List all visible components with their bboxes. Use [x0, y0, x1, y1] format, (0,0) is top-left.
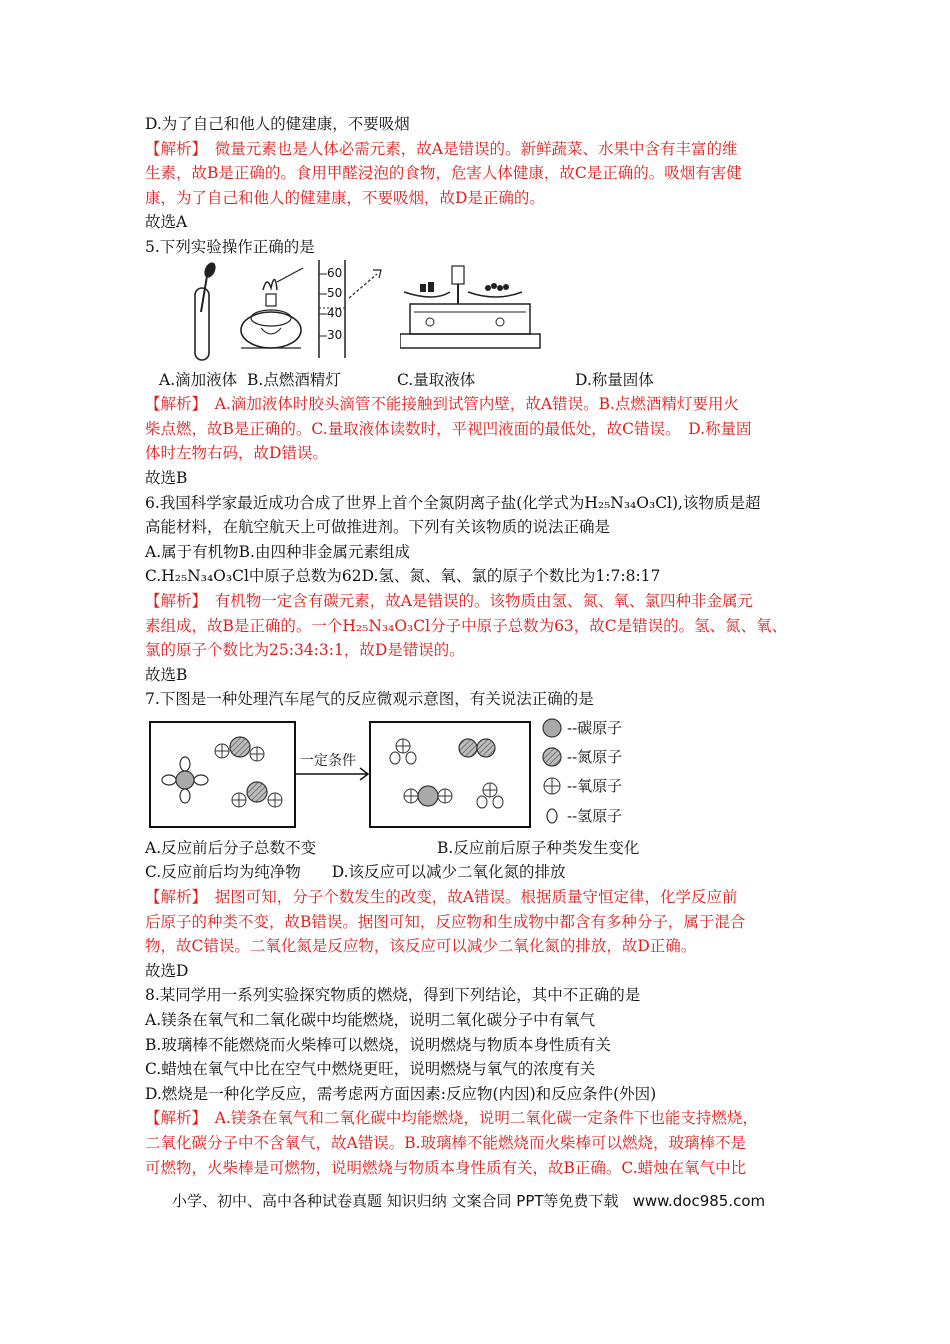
dropper-test-tube-figure	[185, 260, 225, 368]
q7-reaction-diagram	[145, 714, 805, 836]
q4-option-d: D.为了自己和他人的健建康，不要吸烟	[145, 115, 410, 133]
analysis-tag: 【解析】	[145, 888, 200, 907]
q6-analysis-line3: 氯的原子个数比为25:34:3:1，故D是错误的。	[145, 641, 465, 660]
q8-option-d: D.燃烧是一种化学反应，需考虑两方面因素:反应物(内因)和反应条件(外因)	[145, 1084, 657, 1103]
q5-options	[145, 368, 805, 393]
q6-answer: 故选B	[145, 665, 188, 684]
legend-oxygen: --氧原子	[567, 776, 623, 795]
footer-url[interactable]: www.doc985.com	[632, 1192, 766, 1210]
q8-analysis-line3: 可燃物，火柴棒是可燃物，说明燃烧与物质本身性质有关，故B正确。C.蜡烛在氧气中比	[145, 1158, 747, 1177]
cyl-tick-30: 30	[327, 327, 343, 342]
q7-option-b: B.反应前后原子种类发生变化	[437, 838, 640, 857]
legend-symbols	[537, 714, 567, 836]
q6-options-cd: C.H₂₅N₃₄O₃Cl中原子总数为62D.氢、氮、氧、氯的原子个数比为1:7:8:17	[145, 567, 661, 586]
q5-stem: 5.下列实验操作正确的是	[145, 237, 315, 256]
q8-analysis-line2: 二氧化碳分子中不含氧气，故A错误。B.玻璃棒不能燃烧而火柴棒可以燃烧，玻璃棒不是	[145, 1134, 747, 1152]
alcohol-lamp-figure	[233, 260, 313, 360]
q8-analysis: 【解析】 A.镁条在氧气和二氧化碳中均能燃烧，说明二氧化碳一定条件下也能支持燃烧，	[145, 1109, 758, 1128]
q6-stem-line2: 高能材料，在航空航天上可做推进剂。下列有关该物质的说法正确是	[145, 518, 611, 537]
q4-analysis-line3: 康，为了自己和他人的健建康，不要吸烟，故D是正确的。	[145, 188, 545, 207]
cyl-tick-50: 50	[327, 285, 343, 300]
q8-option-a: A.镁条在氧气和二氧化碳中均能燃烧，说明二氧化碳分子中有氧气	[145, 1011, 596, 1030]
q5-option-c: C.量取液体	[397, 370, 476, 389]
q6-analysis-line2: 素组成，故B是正确的。一个H₂₅N₃₄O₃Cl分子中原子总数为63，故C是错误的。氢、氮、氧、	[145, 616, 788, 635]
q7-analysis-line3: 物，故C错误。二氧化氮是反应物，该反应可以减少二氧化氮的排放，故D正确。	[145, 937, 697, 956]
q4-analysis: 【解析】 微量元素也是人体必需元素，故A是错误的。新鲜蔬菜、水果中含有丰富的维	[145, 139, 738, 158]
analysis-tag: 【解析】	[145, 1109, 200, 1128]
q5-answer: 故选B	[145, 468, 188, 487]
cyl-tick-60: 60	[327, 265, 343, 280]
condition-label: 一定条件	[300, 752, 356, 769]
analysis-tag: 【解析】	[145, 139, 200, 158]
q6-analysis: 【解析】 有机物一定含有碳元素，故A是错误的。该物质由氢、氮、氧、氯四种非金属元	[145, 591, 753, 610]
balance-scale-figure	[400, 260, 550, 360]
reaction-microscopic-diagram	[145, 714, 535, 836]
document-body	[145, 112, 805, 1180]
q6-stem: 6.我国科学家最近成功合成了世界上首个全氮阴离子盐(化学式为H₂₅N₃₄O₃Cl),该物质是超	[145, 493, 761, 512]
q5-analysis-line2: 柴点燃，故B是正确的。C.量取液体读数时，平视凹液面的最低处，故C错误。 D.称量固	[145, 419, 752, 438]
q7-analysis-line2: 后原子的种类不变，故B错误。据图可知，反应物和生成物中都含有多种分子，属于混合	[145, 912, 746, 931]
q7-option-a: A.反应前后分子总数不变	[145, 838, 317, 857]
q8-option-b: B.玻璃棒不能燃烧而火柴棒可以燃烧，说明燃烧与物质本身性质有关	[145, 1035, 611, 1054]
q6-options-ab: A.属于有机物B.由四种非金属元素组成	[145, 542, 410, 561]
q7-answer: 故选D	[145, 961, 189, 980]
q5-figures	[145, 260, 805, 368]
legend-hydrogen: --氢原子	[567, 806, 623, 825]
analysis-tag: 【解析】	[145, 395, 200, 414]
q5-option-d: D.称量固体	[575, 370, 654, 389]
analysis-tag: 【解析】	[145, 591, 200, 610]
page-footer	[172, 1190, 765, 1211]
q5-option-a: A.滴加液体	[159, 370, 238, 389]
cyl-tick-40: 40	[327, 305, 343, 320]
q4-analysis-line2: 生素，故B是正确的。食用甲醛浸泡的食物，危害人体健康，故C是正确的。吸烟有害健	[145, 164, 742, 183]
legend-carbon: --碳原子	[567, 718, 623, 737]
q4-answer: 故选A	[145, 213, 188, 232]
q7-stem: 7.下图是一种处理汽车尾气的反应微观示意图，有关说法正确的是	[145, 690, 594, 709]
footer-text: 小学、初中、高中各种试卷真题 知识归纳 文案合同 PPT等免费下载	[172, 1192, 619, 1210]
q7-analysis: 【解析】 据图可知，分子个数发生的改变，故A错误。根据质量守恒定律，化学反应前	[145, 888, 738, 907]
q7-options-cd: C.反应前后均为纯净物 D.该反应可以减少二氧化氮的排放	[145, 863, 566, 882]
q5-analysis-line3: 体时左物右码，故D错误。	[145, 444, 328, 463]
q5-analysis: 【解析】 A.滴加液体时胶头滴管不能接触到试管内壁，故A错误。B.点燃酒精灯要用火	[145, 395, 739, 414]
q8-stem: 8.某同学用一系列实验探究物质的燃烧，得到下列结论，其中不正确的是	[145, 986, 641, 1005]
legend-nitrogen: --氮原子	[567, 747, 623, 766]
q5-option-b: B.点燃酒精灯	[247, 370, 341, 389]
q8-option-c: C.蜡烛在氧气中比在空气中燃烧更旺，说明燃烧与氧气的浓度有关	[145, 1060, 596, 1079]
q7-options-ab	[145, 836, 805, 861]
